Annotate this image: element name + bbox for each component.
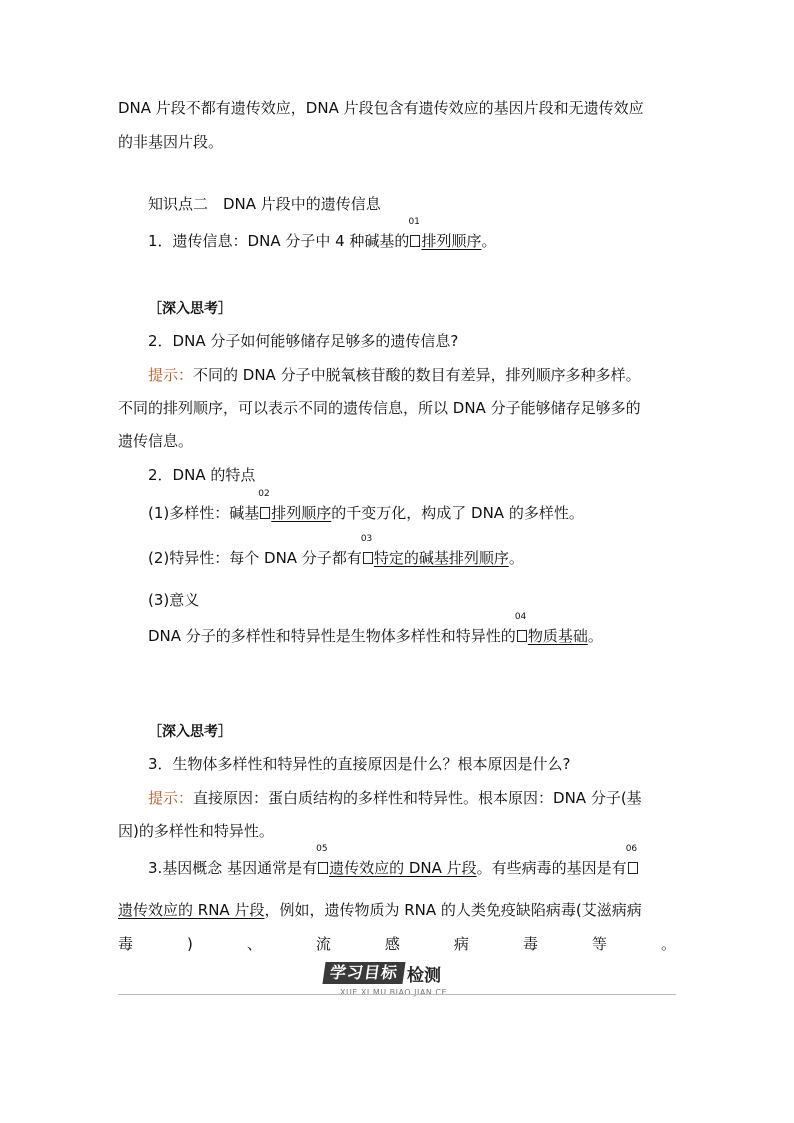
- blank-marker: [514, 612, 528, 646]
- gene-text: 。: [660, 935, 676, 953]
- blank-number: 01: [408, 217, 420, 227]
- answer-blank: 物质基础: [527, 627, 588, 645]
- feature-text: (1)多样性：碱基: [148, 504, 260, 522]
- banner-dark-label: 学习目标: [322, 962, 405, 984]
- hint-label: 提示：: [148, 789, 194, 807]
- feature-text: 的千变万化，构成了 DNA 的多样性。: [331, 504, 584, 522]
- hint-line: [148, 788, 642, 808]
- gene-text: 、: [246, 935, 262, 953]
- deep-thinking-label: ［深入思考］: [148, 301, 232, 317]
- gene-text: 等: [591, 935, 607, 953]
- meaning-text: 。: [587, 627, 603, 645]
- hint-line: 遗传信息。: [118, 432, 194, 450]
- paragraph-line: 的非基因片段。: [118, 133, 224, 151]
- blank-marker: [408, 217, 421, 251]
- blank-number: 02: [258, 489, 270, 499]
- hint-text: 不同的 DNA 分子中脱氧核苷酸的数目有差异，排列顺序多种多样。: [193, 366, 641, 384]
- meaning-text: DNA 分子的多样性和特异性是生物体多样性和特异性的: [148, 627, 516, 645]
- gene-text: 感: [384, 935, 400, 953]
- divider: [118, 994, 676, 995]
- gene-text: 病: [453, 935, 469, 953]
- section-title: 知识点二 DNA 片段中的遗传信息: [148, 195, 381, 213]
- feature-meaning: [148, 612, 603, 646]
- banner-pinyin: XUE XI MU BIAO JIAN CE: [340, 988, 447, 997]
- gene-concept-line: [118, 900, 642, 920]
- question: 3．生物体多样性和特异性的直接原因是什么？根本原因是什么?: [148, 755, 571, 773]
- definition-text: 1．遗传信息：DNA 分子中 4 种碱基的: [148, 232, 410, 250]
- gene-text: ): [187, 935, 193, 953]
- blank-number: 05: [316, 844, 328, 854]
- answer-blank: 遗传效应的 RNA 片段: [118, 901, 265, 919]
- gene-concept-line: [148, 844, 639, 878]
- section-banner: [324, 963, 442, 986]
- blank-marker: [258, 489, 271, 523]
- feature-diversity: [148, 489, 584, 523]
- answer-blank: 遗传效应的 DNA 片段: [329, 859, 477, 877]
- blank-marker: [625, 844, 639, 878]
- hint-text: 直接原因：蛋白质结构的多样性和特异性。根本原因：DNA 分子(基: [193, 789, 642, 807]
- hint-line: [148, 365, 641, 385]
- question: 2．DNA 分子如何能够储存足够多的遗传信息?: [148, 332, 459, 350]
- feature-text: 。: [508, 549, 524, 567]
- gene-text: 毒: [118, 935, 134, 953]
- feature-text: (2)特异性：每个 DNA 分子都有: [148, 549, 362, 567]
- banner-light-label: 检测: [407, 965, 442, 986]
- answer-blank: 排列顺序: [271, 504, 332, 522]
- answer-blank: 排列顺序: [421, 232, 482, 250]
- definition-line: [148, 217, 497, 251]
- subheading: 2．DNA 的特点: [148, 466, 256, 484]
- gene-text: ，例如，遗传物质为 RNA 的人类免疫缺陷病毒(艾滋病病: [264, 901, 642, 919]
- blank-box-icon: [517, 630, 527, 642]
- feature-meaning-heading: (3)意义: [148, 591, 200, 609]
- blank-number: 06: [625, 844, 638, 854]
- blank-box-icon: [628, 862, 638, 874]
- hint-label: 提示：: [148, 366, 194, 384]
- blank-number: 04: [514, 612, 527, 622]
- gene-text: 3.基因概念 基因通常是有: [148, 859, 318, 877]
- blank-number: 03: [360, 534, 373, 544]
- definition-text: 。: [481, 232, 497, 250]
- answer-blank: 特定的碱基排列顺序: [373, 549, 509, 567]
- blank-box-icon: [260, 507, 270, 519]
- blank-marker: [360, 534, 374, 568]
- gene-text: 。有些病毒的基因是有: [476, 859, 627, 877]
- blank-marker: [316, 844, 329, 878]
- blank-box-icon: [410, 235, 420, 247]
- blank-box-icon: [318, 862, 328, 874]
- gene-concept-line: [118, 934, 676, 954]
- gene-text: 流: [315, 935, 331, 953]
- deep-thinking-label: ［深入思考］: [148, 724, 232, 740]
- blank-box-icon: [363, 552, 373, 564]
- hint-line: 不同的排列顺序，可以表示不同的遗传信息，所以 DNA 分子能够储存足够多的: [118, 399, 641, 417]
- gene-text: 毒: [522, 935, 538, 953]
- hint-line: 因)的多样性和特异性。: [118, 822, 274, 840]
- paragraph-line: DNA 片段不都有遗传效应，DNA 片段包含有遗传效应的基因片段和无遗传效应: [118, 99, 644, 117]
- feature-specificity: [148, 534, 524, 568]
